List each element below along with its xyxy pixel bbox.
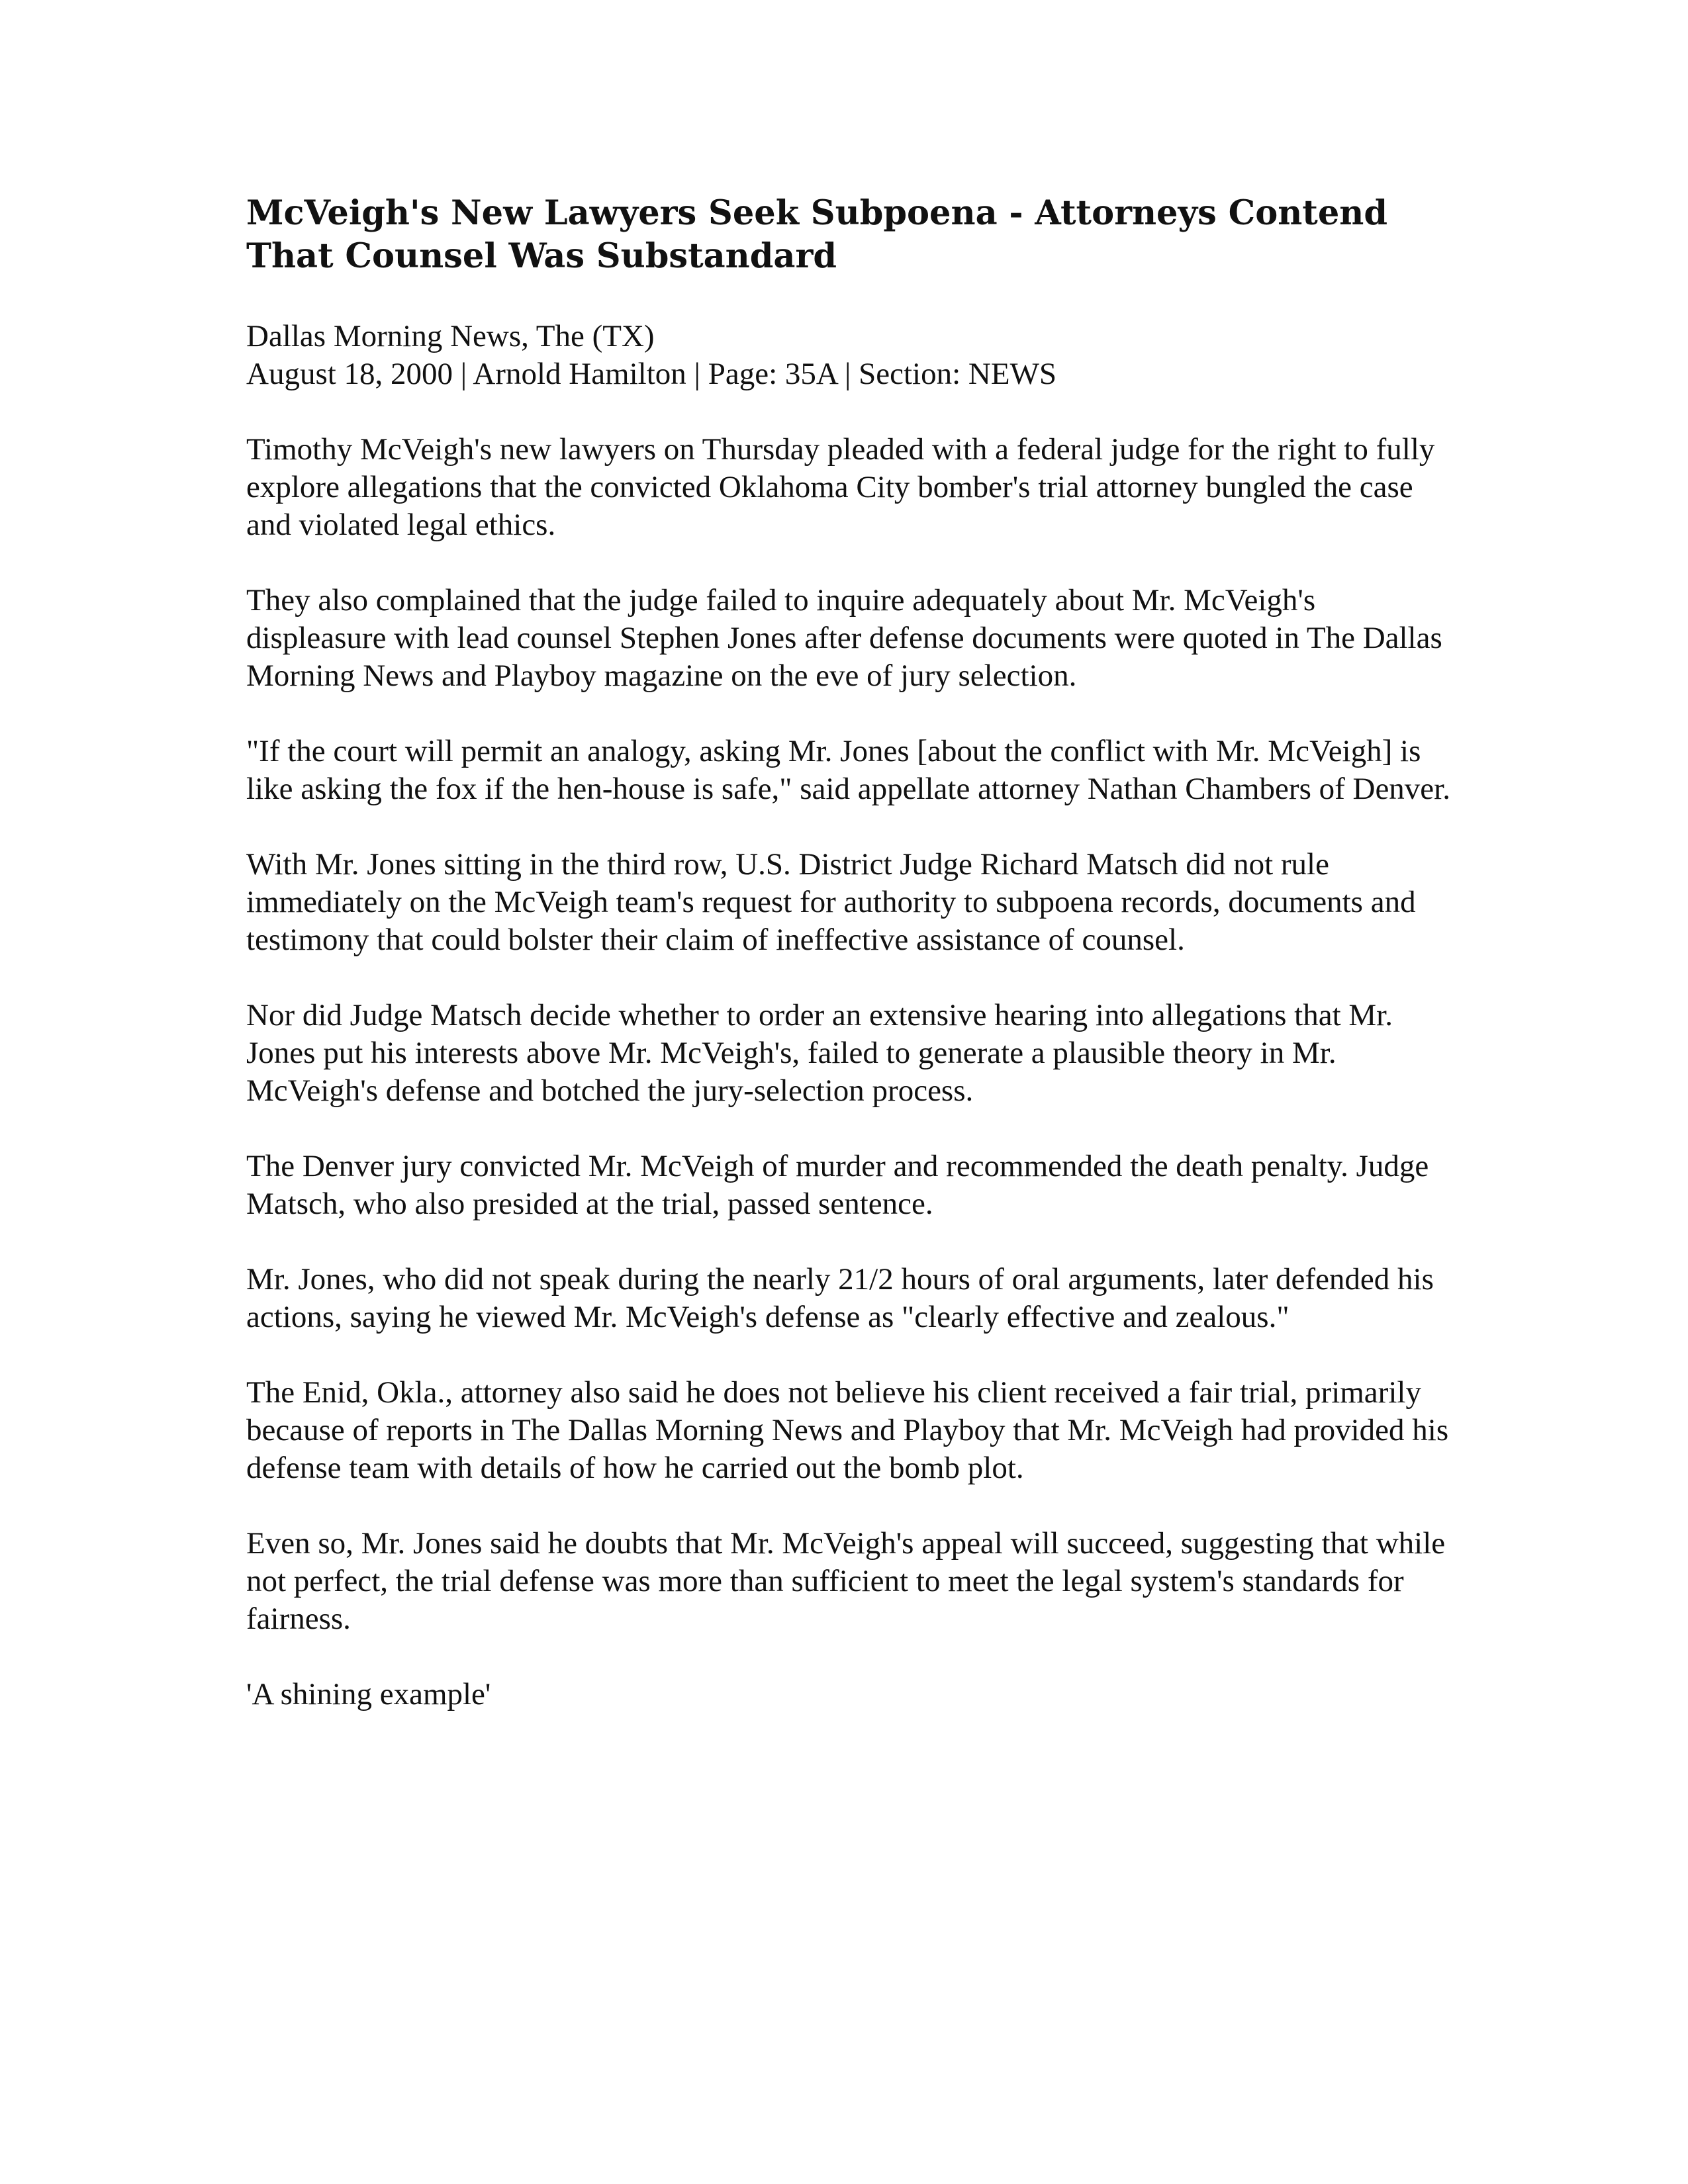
article-paragraph: Mr. Jones, who did not speak during the nearly 21/2 hours of oral arguments, later defended his actions, saying he viewed Mr. McVeigh's defense as "clearly effective and zealous." (246, 1262, 1434, 1334)
article-paragraph: Nor did Judge Matsch decide whether to order an extensive hearing into allegations that Mr. Jones put his interests above Mr. McVeigh's, failed to generate a plausible theory in Mr. McVeigh's defense and botched the jury-selection process. (246, 998, 1393, 1108)
article-paragraph: The Denver jury convicted Mr. McVeigh of murder and recommended the death penalty. Judge Matsch, who also presided at the trial, passed sentence. (246, 1149, 1429, 1221)
article-byline: August 18, 2000 | Arnold Hamilton | Page: 35A | Section: NEWS (246, 357, 1057, 391)
article-paragraph: The Enid, Okla., attorney also said he does not believe his client received a fair trial, primarily because of reports in The Dallas Morning News and Playboy that Mr. McVeigh had provided his defense team with details of how he carried out the bomb plot. (246, 1375, 1449, 1485)
article-headline: McVeigh's New Lawyers Seek Subpoena - Attorneys Contend That Counsel Was Substandard (246, 193, 1388, 276)
article-paragraph: They also complained that the judge failed to inquire adequately about Mr. McVeigh's displeasure with lead counsel Stephen Jones after defense documents were quoted in The Dallas Morning News and Playboy magazine on the eve of jury selection. (246, 583, 1442, 693)
article-paragraph: Timothy McVeigh's new lawyers on Thursday pleaded with a federal judge for the right to fully explore allegations that the convicted Oklahoma City bomber's trial attorney bungled the case and violated legal ethics. (246, 432, 1435, 542)
article-source: Dallas Morning News, The (TX) (246, 319, 655, 353)
section-subheading: 'A shining example' (246, 1677, 491, 1711)
article-paragraph: "If the court will permit an analogy, asking Mr. Jones [about the conflict with Mr. McVeigh] is like asking the fox if the hen-house is safe," said appellate attorney Nathan Chambers of Denver. (246, 734, 1450, 806)
article-paragraph: Even so, Mr. Jones said he doubts that Mr. McVeigh's appeal will succeed, suggesting that while not perfect, the trial defense was more than sufficient to meet the legal system's standards for fairness. (246, 1526, 1446, 1636)
article-paragraph: With Mr. Jones sitting in the third row, U.S. District Judge Richard Matsch did not rule immediately on the McVeigh team's request for authority to subpoena records, documents and testimony that could bolster their claim of ineffective assistance of counsel. (246, 847, 1416, 957)
article-body (246, 431, 1451, 1713)
article-page (246, 192, 1451, 1751)
article-meta (246, 318, 1451, 393)
